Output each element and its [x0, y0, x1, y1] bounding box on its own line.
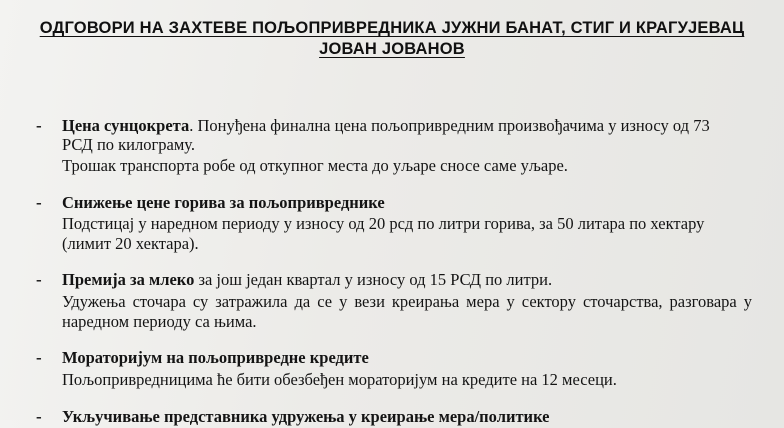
list-bullet: -	[36, 270, 42, 289]
item-line: наредном периоду са њима.	[62, 312, 257, 331]
item-heading: Снижење цене горива за пољопривреднике	[62, 193, 385, 212]
item-first-line	[62, 268, 552, 291]
list-bullet: -	[36, 193, 42, 212]
list-bullet: -	[36, 348, 42, 367]
item-line: РСД по килограму.	[62, 135, 195, 154]
item-heading-tail: . Понуђена финална цена пољопривредним произвођачима у износу од 73	[189, 116, 710, 135]
item-line: Удужења сточара су затражила да се у вези креирања мера у сектору сточарства, разговара у	[62, 292, 752, 311]
item-heading: Укључивање представника удружења у креирање мера/политике	[62, 407, 550, 426]
item-heading: Мораторијум на пољопривредне кредите	[62, 348, 369, 367]
list-bullet: -	[36, 407, 42, 426]
item-heading-tail: за још један квартал у износу од 15 РСД по литри.	[194, 270, 553, 289]
item-line: Подстицај у наредном периоду у износу од 20 рсд по литри горива, за 50 литара по хектару	[62, 214, 705, 233]
item-line: Пољопривредницима ће бити обезбеђен мораторијум на кредите на 12 месеци.	[62, 370, 617, 389]
item-line: (лимит 20 хектара).	[62, 234, 199, 253]
document-author: ЈОВАН ЈОВАНОВ	[319, 40, 465, 58]
item-line: Трошак транспорта робе од откупног места до уљаре сносе саме уљаре.	[62, 156, 568, 175]
document-title: ОДГОВОРИ НА ЗАХТЕВЕ ПОЉОПРИВРЕДНИКА ЈУЖНИ БАНАТ, СТИГ И КРАГУЈЕВАЦ	[39, 19, 745, 37]
item-heading: Премија за млеко	[62, 270, 195, 289]
list-bullet: -	[36, 116, 42, 135]
item-heading: Цена сунцокрета	[62, 116, 190, 135]
